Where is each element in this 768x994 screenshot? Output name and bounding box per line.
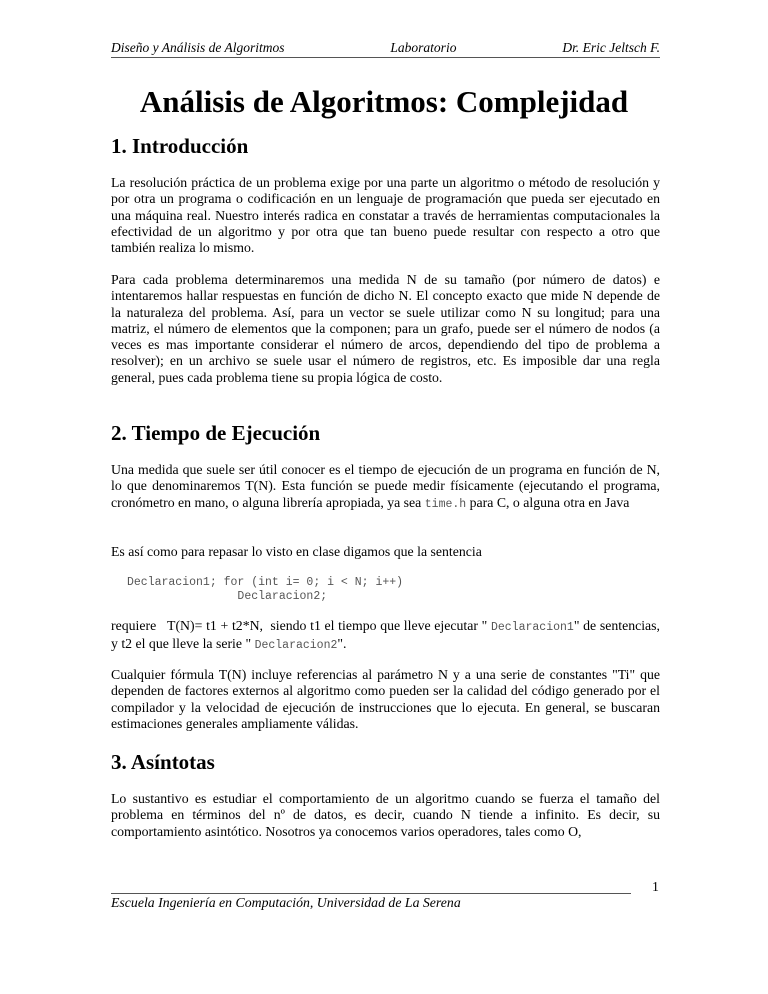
tiempo-paragraph-2: Es así como para repasar lo visto en clase digamos que la sentencia (111, 544, 482, 559)
footer-text: Escuela Ingeniería en Computación, Universidad de La Serena (111, 895, 461, 910)
intro-paragraph-1: La resolución práctica de un problema exige por una parte un algoritmo o método de resolución y por otra un programa o codificación en un lenguaje de programación que pueda ser ejecutado en una máquina real. Nuestro interés radica en constatar a través de herramientas computacionales la efectividad de un algoritmo y por otra que tan bueno puede resultar con respecto a otro que también realiza lo mismo. (111, 175, 660, 256)
section-heading-tiempo: 2. Tiempo de Ejecución (111, 421, 321, 445)
asintotas-paragraph-1: Lo sustantivo es estudiar el comportamiento de un algoritmo cuando se fuerza el tamaño del problema en términos del nº de datos, es decir, cuando N tiende a infinito. Es decir, su comportamiento asintótico. Nosotros ya conocemos varios operadores, tales como O, (111, 791, 660, 839)
tiempo-paragraph-4: Cualquier fórmula T(N) incluye referencias al parámetro N y a una serie de constantes "Ti" que dependen de factores externos al algoritmo como pueden ser la calidad del código generado por el compilador y la velocidad de ejecución de instrucciones que lo ejecuta. En general, se buscaran estimaciones generales ampliamente válidas. (111, 667, 660, 731)
tiempo-paragraph-1 (111, 462, 660, 513)
header-course: Diseño y Análisis de Algoritmos (111, 40, 285, 55)
intro-paragraph-2: Para cada problema determinaremos una medida N de su tamaño (por número de datos) e intentaremos hallar respuestas en función de dicho N. El concepto exacto que mide N depende de la naturaleza del problema. Así, para un vector se suele utilizar como N su longitud; para una matriz, el número de elementos que la componen; para un grafo, puede ser el número de nodos (a veces es mas importante considerar el número de arcos, dependiendo del tipo de problema a resolver); en un archivo se suele usar el número de registros, etc. Es imposible dar una regla general, pues cada problema tiene su propia lógica de costo. (111, 272, 660, 385)
page-title: Análisis de Algoritmos: Complejidad (139, 84, 629, 119)
page-header (111, 41, 660, 58)
tiempo-paragraph-3 (111, 618, 664, 655)
inline-code: Declaracion1 (490, 621, 574, 634)
header-lab: Laboratorio (390, 40, 457, 55)
text: para C, o alguna otra en Java (466, 494, 630, 510)
section-heading-intro: 1. Introducción (111, 134, 249, 158)
text: Una medida que suele ser útil conocer es el tiempo de ejecución de un programa en función de N, lo que denominaremos T(N). Esta función se puede medir físicamente (ejecutando el programa, cronómetro en mano, o alguna librería apropiada, ya sea (111, 462, 660, 510)
footer-rule (111, 893, 631, 894)
header-author: Dr. Eric Jeltsch F. (562, 40, 660, 55)
inline-code: time.h (424, 497, 467, 511)
inline-code: Declaracion2 (254, 639, 338, 653)
text: requiere T(N)= t1 + t2*N, siendo t1 el tiempo que lleve ejecutar " (111, 618, 491, 633)
code-block (127, 576, 627, 604)
code-line: Declaracion1; for (int i= 0; i < N; i++) (127, 576, 404, 589)
page-number: 1 (652, 879, 659, 894)
text: " de sentencias, y t2 el que lleve la serie " (111, 618, 664, 652)
text: ". (337, 636, 347, 652)
section-heading-asintotas: 3. Asíntotas (111, 750, 215, 774)
code-line: Declaracion2; (127, 590, 328, 603)
